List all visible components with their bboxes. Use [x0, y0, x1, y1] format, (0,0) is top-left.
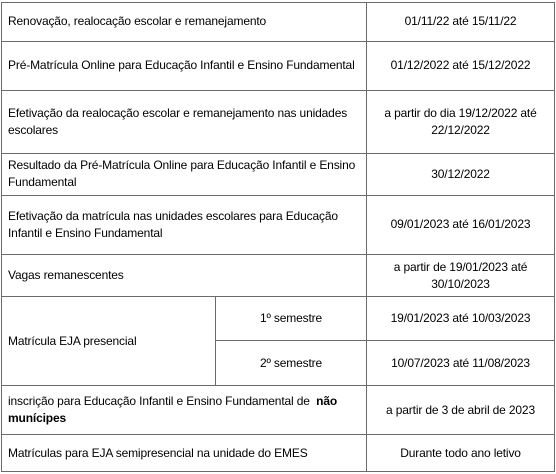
- event-cell: Renovação, realocação escolar e remanejamento: [2, 3, 367, 42]
- date-cell: a partir de 19/01/2023 até 30/10/2023: [367, 255, 555, 297]
- table-row: [2, 386, 555, 435]
- event-cell: Resultado da Pré-Matrícula Online para Educação Infantil e Ensino Fundamental: [2, 154, 367, 196]
- semester-cell: 2º semestre: [216, 340, 367, 386]
- event-cell: [2, 386, 367, 435]
- event-cell: Pré-Matrícula Online para Educação Infantil e Ensino Fundamental: [2, 41, 367, 90]
- table-row: [2, 41, 555, 90]
- semester-cell: 1º semestre: [216, 296, 367, 340]
- event-cell: Vagas remanescentes: [2, 255, 367, 297]
- event-text: inscrição para Educação Infantil e Ensino Fundamental de: [8, 394, 310, 409]
- table-row: [2, 435, 555, 472]
- table-row: [2, 154, 555, 196]
- event-cell: Matrículas para EJA semipresencial na unidade do EMES: [2, 435, 367, 472]
- enrollment-schedule-table: [1, 2, 555, 472]
- event-cell: Efetivação da realocação escolar e remanejamento nas unidades escolares: [2, 90, 367, 154]
- date-cell: a partir de 3 de abril de 2023: [367, 386, 555, 435]
- date-cell: 10/07/2023 até 11/08/2023: [367, 340, 555, 386]
- event-emphasis: não munícipes: [8, 394, 338, 426]
- event-cell: Efetivação da matrícula nas unidades escolares para Educação Infantil e Ensino Fundamental: [2, 195, 367, 254]
- date-cell: 01/12/2022 até 15/12/2022: [367, 41, 555, 90]
- table-row: [2, 195, 555, 254]
- date-cell: 09/01/2023 até 16/01/2023: [367, 195, 555, 254]
- table-row: [2, 296, 555, 340]
- table-row: [2, 90, 555, 154]
- date-cell: a partir do dia 19/12/2022 até 22/12/2022: [367, 90, 555, 154]
- date-cell: 19/01/2023 até 10/03/2023: [367, 296, 555, 340]
- date-cell: 30/12/2022: [367, 154, 555, 196]
- table-row: [2, 255, 555, 297]
- date-cell: Durante todo ano letivo: [367, 435, 555, 472]
- date-cell: 01/11/22 até 15/11/22: [367, 3, 555, 42]
- table-row: [2, 3, 555, 42]
- eja-event-cell: Matrícula EJA presencial: [2, 296, 216, 386]
